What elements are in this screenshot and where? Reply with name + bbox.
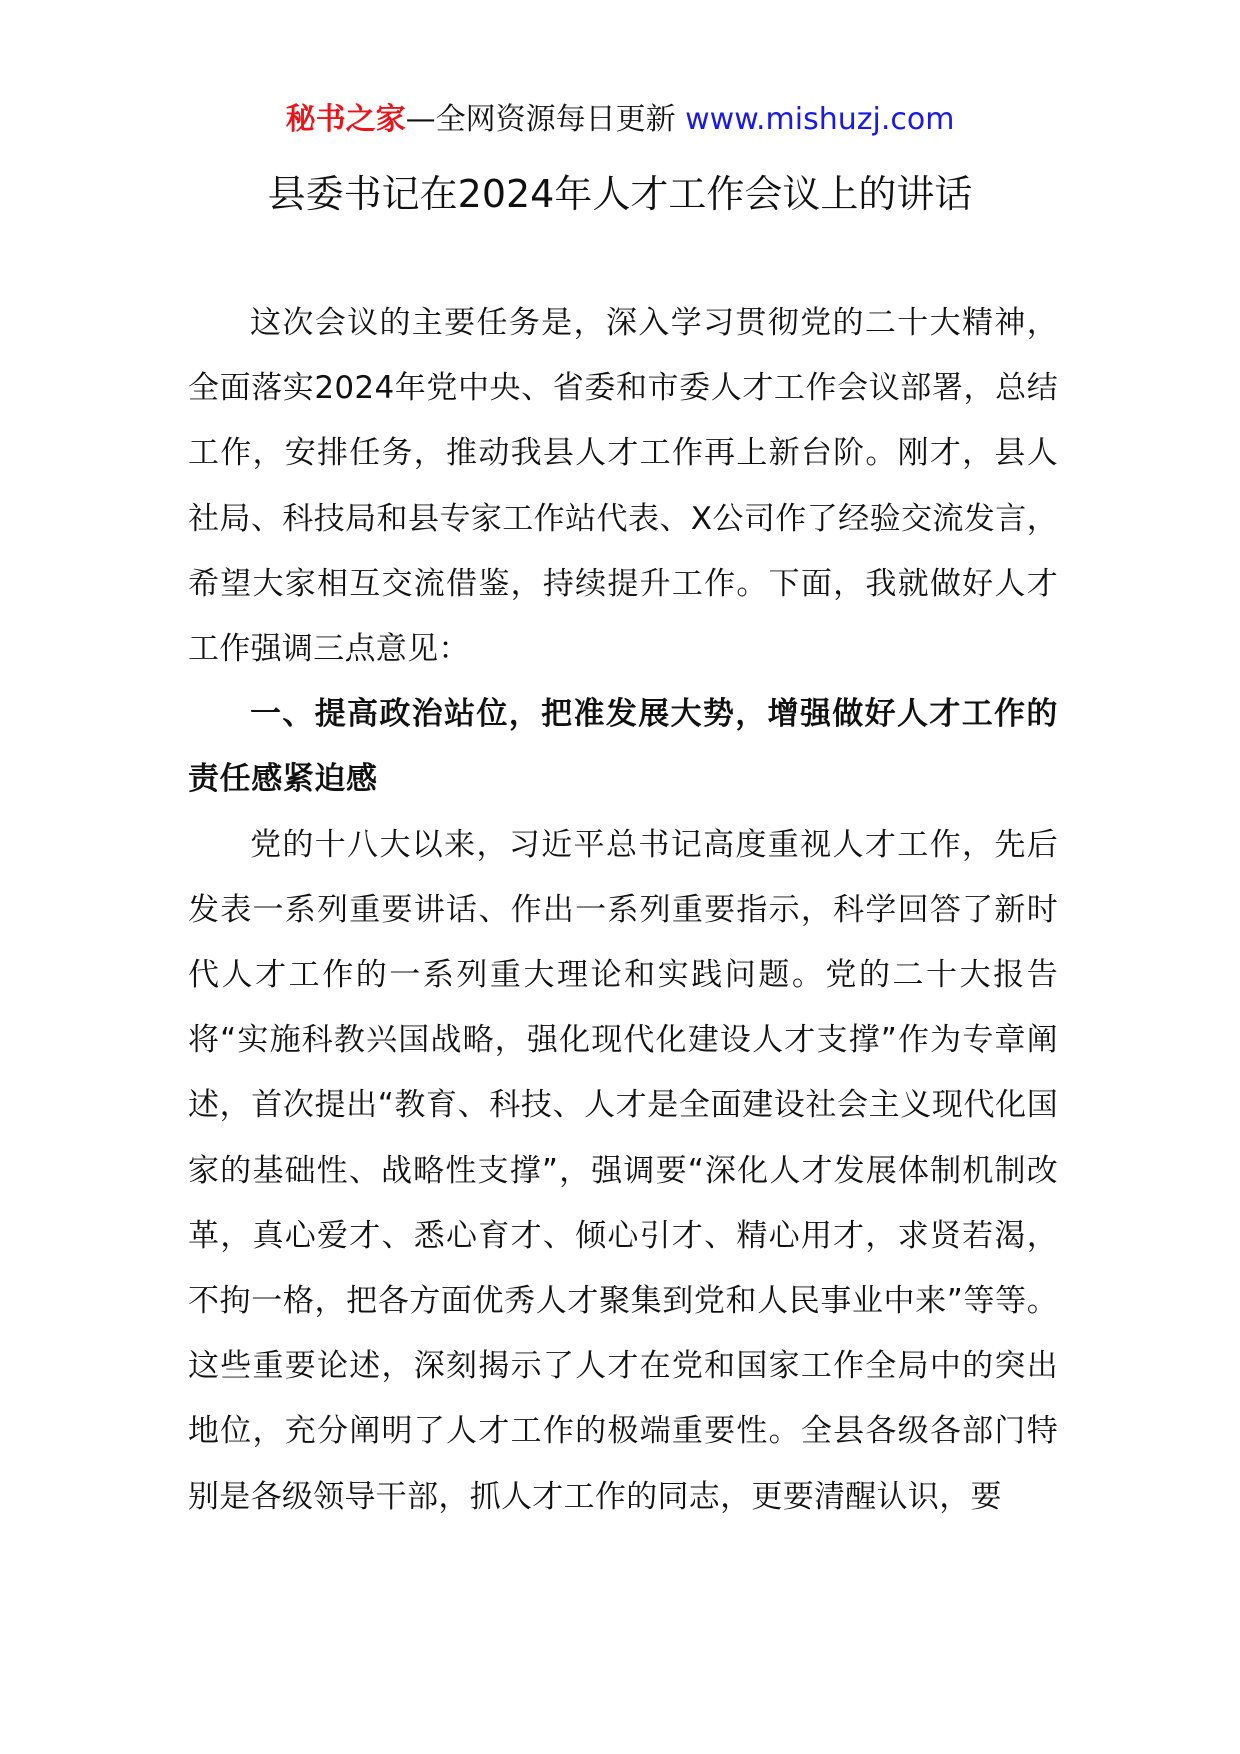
- document-title: 县委书记在2024年人才工作会议上的讲话: [267, 172, 973, 216]
- paragraph-intro: 这次会议的主要任务是，深入学习贯彻党的二十大精神，全面落实2024年党中央、省委和市委人才工作会议部署，总结工作，安排任务，推动我县人才工作再上新台阶。刚才，县人社局、科技局和县专家工作站代表、X公司作了经验交流发言，希望大家相互交流借鉴，持续提升工作。下面，我就做好人才工作强调三点意见：: [188, 305, 1058, 668]
- section-heading-1: 一、提高政治站位，把准发展大势，增强做好人才工作的责任感紧迫感: [188, 696, 1058, 798]
- brand-name: 秘书之家: [285, 102, 406, 137]
- site-tagline: —全网资源每日更新: [405, 102, 676, 137]
- site-url-link[interactable]: www.mishuzj.com: [685, 102, 955, 137]
- site-header: [0, 100, 1240, 140]
- document-body: [188, 291, 1058, 1530]
- paragraph-section-1: 党的十八大以来，习近平总书记高度重视人才工作，先后发表一系列重要讲话、作出一系列重要指示，科学回答了新时代人才工作的一系列重大理论和实践问题。党的二十大报告将“实施科教兴国战略，强化现代化建设人才支撑”作为专章阐述，首次提出“教育、科技、人才是全面建设社会主义现代化国家的基础性、战略性支撑”，强调要“深化人才发展体制机制改革，真心爱才、悉心育才、倾心引才、精心用才，求贤若渴，不拘一格，把各方面优秀人才聚集到党和人民事业中来”等等。这些重要论述，深刻揭示了人才在党和国家工作全局中的突出地位，充分阐明了人才工作的极端重要性。全县各级各部门特别是各级领导干部，抓人才工作的同志，更要清醒认识，要: [188, 826, 1058, 1515]
